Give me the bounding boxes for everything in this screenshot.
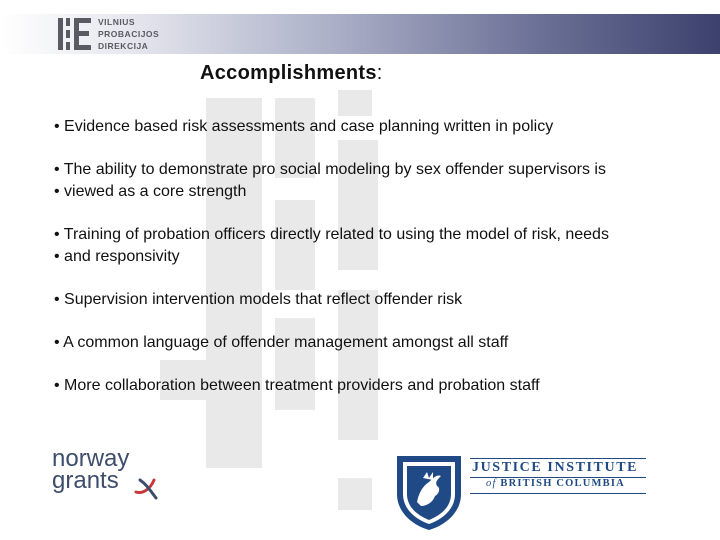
- norway-grants-logo: [52, 445, 172, 498]
- norway-grants-line-1: norway: [52, 445, 130, 472]
- institute-place: BRITISH COLUMBIA: [500, 478, 625, 489]
- institute-of: of: [486, 478, 497, 489]
- institute-rule-bottom: [470, 493, 646, 494]
- justice-institute-shield-icon: [393, 452, 465, 532]
- title-colon: :: [376, 62, 383, 84]
- accomplishments-list: [54, 116, 694, 397]
- list-item-line: • Evidence based risk assessments and case planning written in policy: [54, 118, 554, 135]
- list-item: [54, 224, 694, 268]
- institute-name: JUSTICE INSTITUTE: [472, 460, 639, 475]
- list-item: [54, 375, 694, 397]
- page-title: [200, 62, 383, 85]
- logo-line-3: DIREKCIJA: [98, 41, 149, 51]
- norway-grants-line-2: grants: [52, 467, 119, 494]
- list-item: [54, 332, 694, 354]
- title-label: Accomplishments: [200, 62, 377, 84]
- list-item-line: • Supervision intervention models that reflect offender risk: [54, 291, 463, 308]
- list-item-line: • viewed as a core strength: [54, 183, 247, 200]
- list-item-line: • The ability to demonstrate pro social modeling by sex offender supervisors is: [54, 161, 606, 178]
- norway-grants-mark-icon: [132, 472, 162, 502]
- list-item-line: • Training of probation officers directly related to using the model of risk, needs: [54, 226, 609, 243]
- institute-rule-top: [470, 458, 646, 459]
- list-item: [54, 289, 694, 311]
- list-item-line: • A common language of offender management amongst all staff: [54, 334, 509, 351]
- logo-line-1: VILNIUS: [98, 17, 136, 27]
- list-item: [54, 116, 694, 138]
- list-item-line: • More collaboration between treatment providers and probation staff: [54, 377, 540, 394]
- institute-subtitle: [486, 478, 625, 489]
- list-item: [54, 159, 694, 203]
- list-item-line: • and responsivity: [54, 248, 180, 265]
- logo-line-2: PROBACIJOS: [98, 29, 160, 39]
